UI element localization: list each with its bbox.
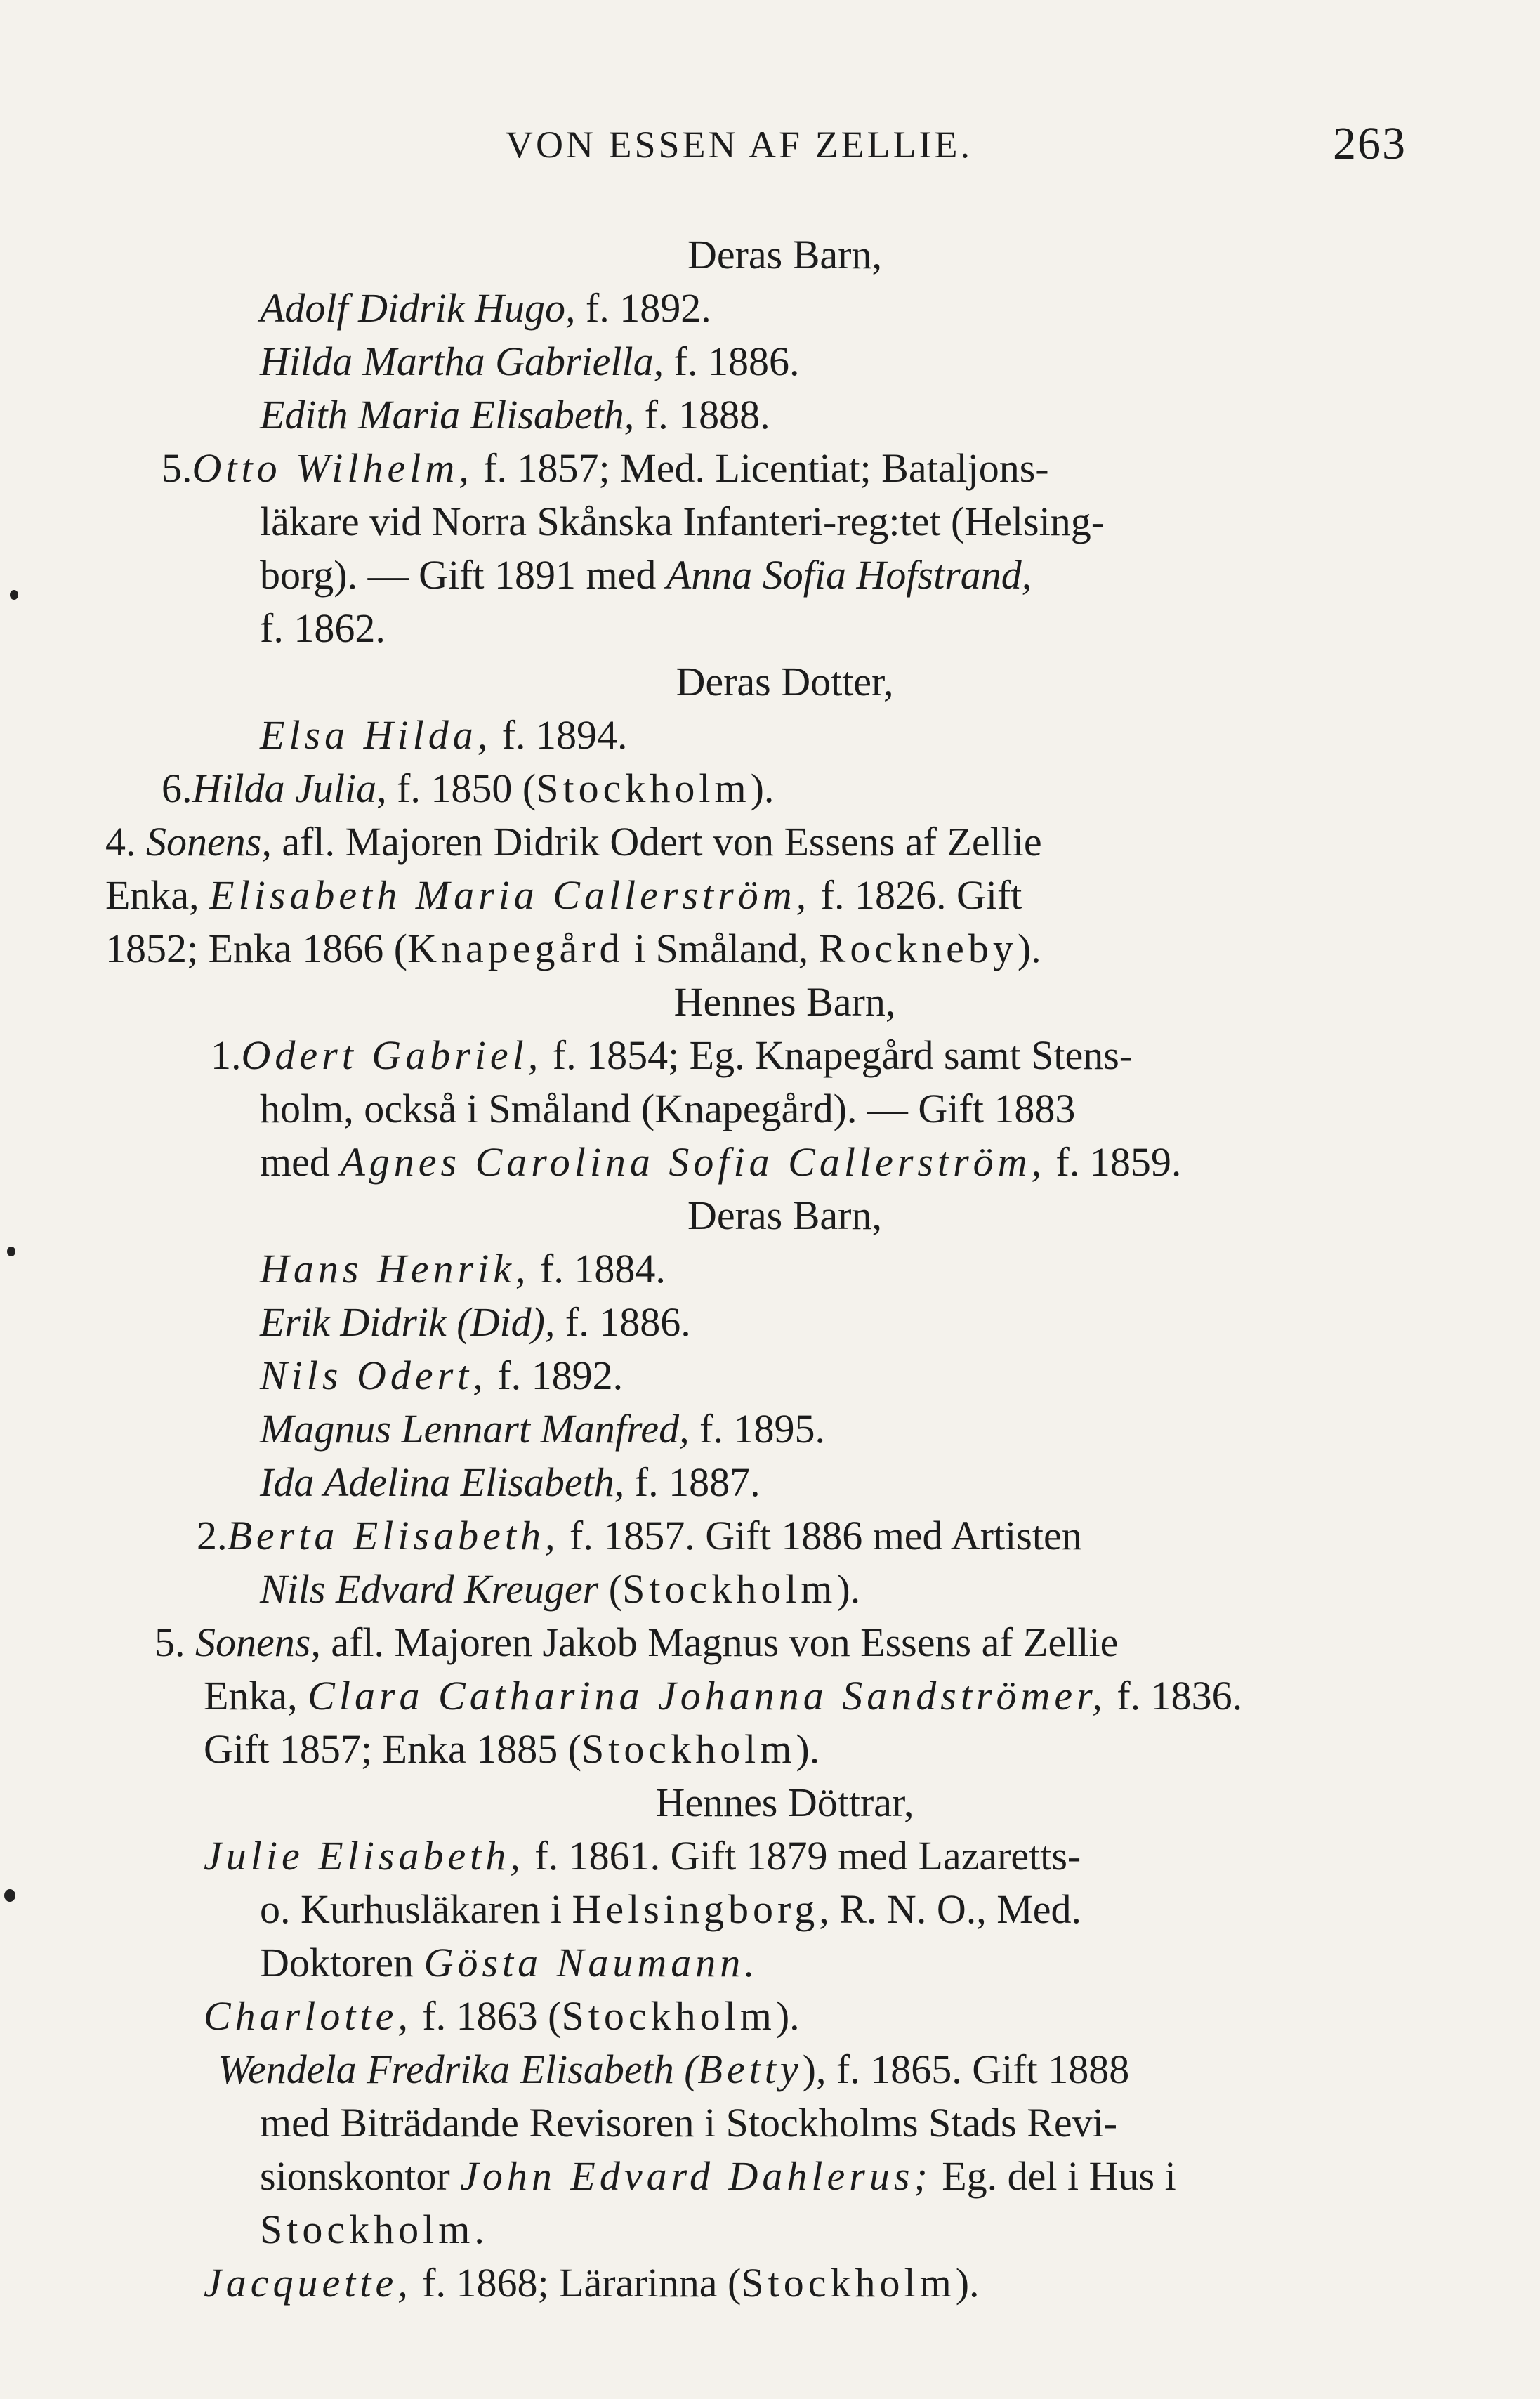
section-heading: Deras Dotter, (676, 659, 894, 704)
numbered-entry: 5.Otto Wilhelm, f. 1857; Med. Licentiat; Bataljons- (162, 445, 1049, 491)
child-entry: Charlotte, f. 1863 (Stockholm). (204, 1993, 800, 2039)
child-entry: Jacquette, f. 1868; Lärarinna (Stockholm). (204, 2260, 980, 2306)
section-heading: Deras Barn, (687, 1192, 882, 1238)
numbered-entry: 5. Sonens, afl. Majoren Jakob Magnus von Essens af Zellie (154, 1619, 1119, 1665)
child-entry: Magnus Lennart Manfred, f. 1895. (260, 1406, 825, 1452)
entry-continuation: o. Kurhusläkaren i Helsingborg, R. N. O., Med. (260, 1886, 1082, 1932)
page-header (0, 118, 1540, 179)
child-entry: Ida Adelina Elisabeth, f. 1887. (260, 1459, 761, 1505)
child-entry: Wendela Fredrika Elisabeth (Betty), f. 1865. Gift 1888 (218, 2046, 1130, 2092)
running-head: VON ESSEN AF ZELLIE. (506, 124, 973, 166)
entry-continuation: med Agnes Carolina Sofia Callerström, f. 1859. (260, 1139, 1182, 1185)
entry-continuation: Stockholm. (260, 2207, 489, 2252)
section-heading: Hennes Barn, (673, 979, 896, 1025)
numbered-entry: 4. Sonens, afl. Majoren Didrik Odert von Essens af Zellie (105, 819, 1042, 865)
entry-continuation: Gift 1857; Enka 1885 (Stockholm). (204, 1726, 820, 1772)
child-entry: Edith Maria Elisabeth, f. 1888. (260, 392, 770, 438)
child-entry: Hilda Martha Gabriella, f. 1886. (260, 339, 800, 384)
margin-mark (4, 1889, 15, 1902)
entry-continuation: sionskontor John Edvard Dahlerus; Eg. del i Hus i (260, 2153, 1176, 2199)
entry-continuation: läkare vid Norra Skånska Infanteri-reg:tet (Helsing- (260, 499, 1105, 544)
numbered-entry: 6.Hilda Julia, f. 1850 (Stockholm). (162, 765, 775, 811)
entry-continuation: Nils Edvard Kreuger (Stockholm). (260, 1566, 861, 1612)
entry-continuation: 1852; Enka 1866 (Knapegård i Småland, Rockneby). (105, 926, 1041, 971)
margin-mark (10, 590, 18, 600)
child-entry: Elsa Hilda, f. 1894. (260, 712, 628, 758)
entry-continuation: holm, också i Småland (Knapegård). — Gift 1883 (260, 1086, 1076, 1131)
entry-continuation: Enka, Elisabeth Maria Callerström, f. 1826. Gift (105, 872, 1022, 918)
margin-mark (7, 1247, 15, 1256)
child-entry: Hans Henrik, f. 1884. (260, 1246, 666, 1291)
entry-continuation: Doktoren Gösta Naumann. (260, 1940, 759, 1985)
section-heading: Deras Barn, (687, 232, 882, 277)
child-entry: Nils Odert, f. 1892. (260, 1353, 624, 1398)
child-entry: Adolf Didrik Hugo, f. 1892. (260, 285, 711, 331)
child-entry: Julie Elisabeth, f. 1861. Gift 1879 med Lazaretts- (204, 1833, 1081, 1879)
entry-continuation: Enka, Clara Catharina Johanna Sandströmer, f. 1836. (204, 1673, 1243, 1718)
page-number: 263 (1333, 118, 1407, 169)
genealogy-text (105, 228, 1408, 2310)
entry-continuation: f. 1862. (260, 605, 386, 651)
numbered-entry: 1.Odert Gabriel, f. 1854; Eg. Knapegård samt Stens- (211, 1032, 1133, 1078)
child-entry: Erik Didrik (Did), f. 1886. (260, 1299, 691, 1345)
numbered-entry: 2.Berta Elisabeth, f. 1857. Gift 1886 med Artisten (197, 1513, 1082, 1558)
entry-continuation: med Biträdande Revisoren i Stockholms Stads Revi- (260, 2100, 1118, 2145)
section-heading: Hennes Döttrar, (655, 1780, 914, 1825)
entry-continuation: borg). — Gift 1891 med Anna Sofia Hofstrand, (260, 552, 1032, 598)
